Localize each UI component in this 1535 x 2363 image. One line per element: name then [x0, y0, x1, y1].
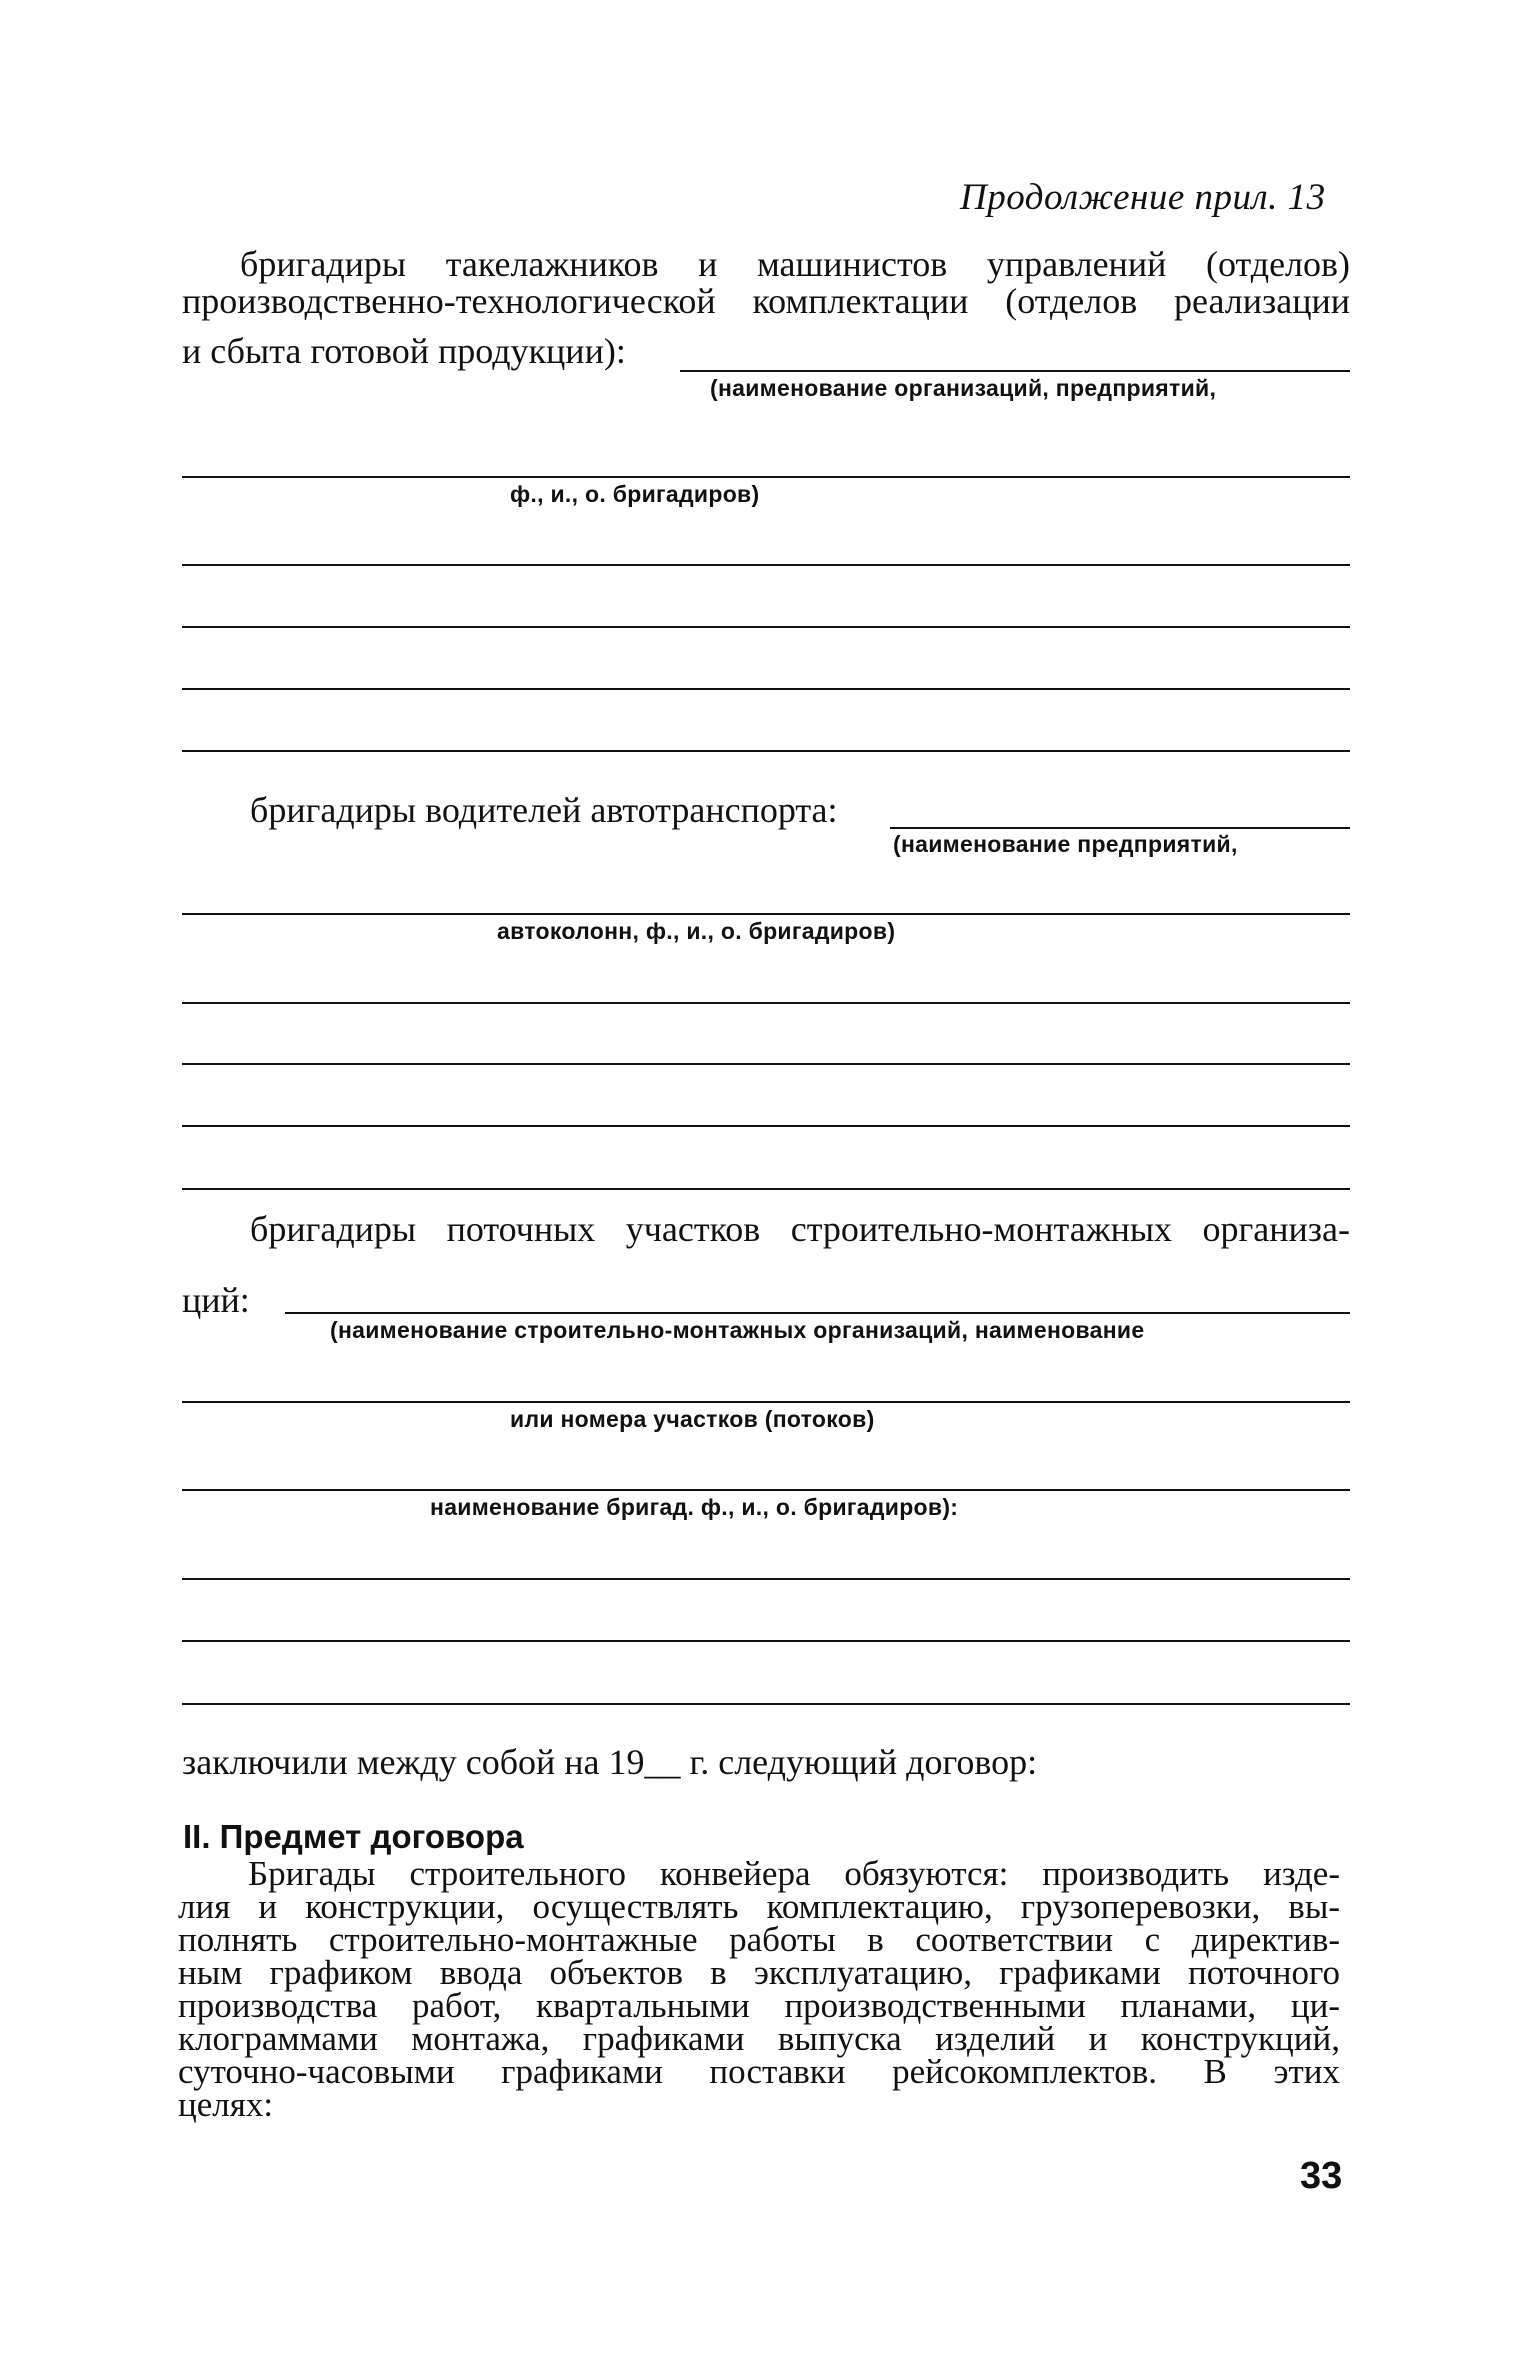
- fill-line: [182, 626, 1350, 628]
- paragraph-line: клограммами монтажа, графиками выпуска изделий и конструкций,: [178, 2019, 1340, 2058]
- block1-caption2: ф., и., о. бригадиров): [510, 481, 760, 507]
- block2-caption2: автоколонн, ф., и., о. бригадиров): [497, 918, 896, 944]
- block3-caption3: наименование бригад. ф., и., о. бригадиров):: [430, 1494, 959, 1520]
- block3-line1: бригадиры поточных участков строительно-монтажных организа-: [250, 1209, 1350, 1249]
- fill-line: [182, 1703, 1350, 1705]
- paragraph-line: лия и конструкции, осуществлять комплектацию, грузоперевозки, вы-: [178, 1887, 1340, 1926]
- paragraph-line: полнять строительно-монтажные работы в соответствии с директив-: [178, 1920, 1340, 1959]
- fill-line: [890, 827, 1350, 829]
- fill-line: [182, 1188, 1350, 1190]
- fill-line: [182, 1063, 1350, 1065]
- block3-line2: ций:: [182, 1280, 250, 1320]
- fill-line: [182, 750, 1350, 752]
- fill-line: [182, 1489, 1350, 1491]
- block3-caption2: или номера участков (потоков): [510, 1406, 875, 1432]
- section-title: II. Предмет договора: [183, 1818, 524, 1855]
- block1-line2: производственно-технологической комплектации (отделов реализации: [182, 281, 1350, 321]
- fill-line: [182, 476, 1350, 478]
- paragraph-line: целях:: [178, 2085, 274, 2124]
- page-number: 33: [1300, 2155, 1343, 2197]
- paragraph-line: производства работ, квартальными производственными планами, ци-: [178, 1986, 1340, 2025]
- paragraph-line: суточно-часовыми графиками поставки рейсокомплектов. В этих: [178, 2052, 1340, 2091]
- block1-line1: бригадиры такелажников и машинистов управлений (отделов): [240, 244, 1350, 284]
- fill-line: [182, 688, 1350, 690]
- fill-line: [182, 1640, 1350, 1642]
- conclusion-text: заключили между собой на 19__ г. следующий договор:: [182, 1742, 1038, 1782]
- section-paragraph: [178, 1854, 1340, 2124]
- fill-line: [182, 564, 1350, 566]
- fill-line: [182, 913, 1350, 915]
- paragraph-line: ным графиком ввода объектов в эксплуатацию, графиками поточного: [178, 1953, 1340, 1992]
- running-header: Продолжение прил. 13: [960, 177, 1326, 218]
- block2-caption1: (наименование предприятий,: [893, 831, 1238, 857]
- fill-line: [182, 1578, 1350, 1580]
- fill-line: [285, 1312, 1350, 1314]
- paragraph-line: Бригады строительного конвейера обязуются: производить изде-: [248, 1854, 1340, 1893]
- fill-line: [182, 1125, 1350, 1127]
- block1-caption1: (наименование организаций, предприятий,: [710, 375, 1217, 401]
- fill-line: [680, 370, 1350, 372]
- fill-line: [182, 1002, 1350, 1004]
- block1-line3: и сбыта готовой продукции):: [182, 331, 626, 371]
- block3-caption1: (наименование строительно-монтажных организаций, наименование: [330, 1317, 1145, 1343]
- fill-line: [182, 1401, 1350, 1403]
- block2-line1: бригадиры водителей автотранспорта:: [250, 790, 838, 830]
